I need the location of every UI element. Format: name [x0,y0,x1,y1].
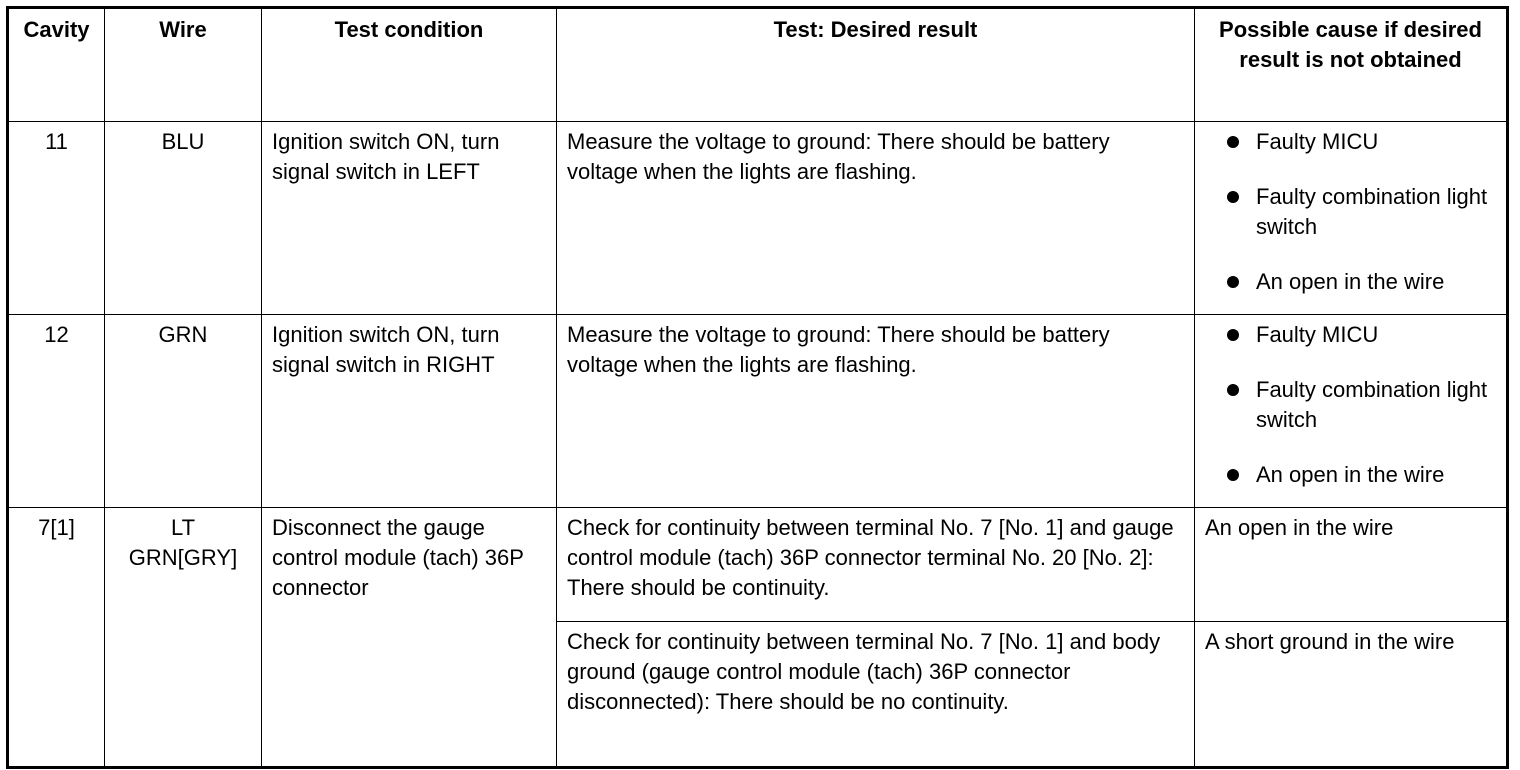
possible-cause-cell: A short ground in the wire [1195,622,1508,768]
cause-list [1205,320,1496,490]
cause-text: An open in the wire [1256,269,1445,294]
list-item [1205,127,1496,157]
header-row [8,8,1508,122]
test-condition-cell: Ignition switch ON, turn signal switch in RIGHT [262,315,557,508]
test-condition-cell: Ignition switch ON, turn signal switch in LEFT [262,122,557,315]
header-test-condition: Test condition [262,8,557,122]
cavity-cell: 11 [8,122,105,315]
table-row [8,508,1508,622]
cause-text: Faulty MICU [1256,129,1379,154]
bullet-icon [1227,384,1239,396]
table-row [8,315,1508,508]
cause-list [1205,127,1496,297]
troubleshooting-table [6,6,1509,769]
list-item [1205,460,1496,490]
header-wire: Wire [105,8,262,122]
troubleshooting-table-container [6,6,1506,763]
possible-cause-cell [1195,122,1508,315]
cause-text: Faulty combination light switch [1256,184,1488,239]
wire-cell: GRN [105,315,262,508]
desired-result-cell: Measure the voltage to ground: There should be battery voltage when the lights are flashing. [557,122,1195,315]
table-row [8,122,1508,315]
test-condition-cell: Disconnect the gauge control module (tach) 36P connector [262,508,557,768]
cavity-cell: 12 [8,315,105,508]
cause-text: Faulty MICU [1256,322,1379,347]
list-item [1205,267,1496,297]
list-item [1205,320,1496,350]
header-possible-cause: Possible cause if desired result is not obtained [1195,8,1508,122]
cause-text: An open in the wire [1256,462,1445,487]
list-item [1205,182,1496,242]
cavity-cell: 7[1] [8,508,105,768]
header-cavity: Cavity [8,8,105,122]
bullet-icon [1227,329,1239,341]
list-item [1205,375,1496,435]
possible-cause-cell: An open in the wire [1195,508,1508,622]
possible-cause-cell [1195,315,1508,508]
wire-cell: LT GRN[GRY] [105,508,262,768]
header-desired-result: Test: Desired result [557,8,1195,122]
wire-cell: BLU [105,122,262,315]
desired-result-cell: Check for continuity between terminal No. 7 [No. 1] and body ground (gauge control module (tach) 36P connector disconnected): There should be no continuity. [557,622,1195,768]
bullet-icon [1227,136,1239,148]
desired-result-cell: Measure the voltage to ground: There should be battery voltage when the lights are flashing. [557,315,1195,508]
bullet-icon [1227,469,1239,481]
cause-text: Faulty combination light switch [1256,377,1488,432]
bullet-icon [1227,276,1239,288]
bullet-icon [1227,191,1239,203]
desired-result-cell: Check for continuity between terminal No. 7 [No. 1] and gauge control module (tach) 36P connector terminal No. 20 [No. 2]: There should be continuity. [557,508,1195,622]
